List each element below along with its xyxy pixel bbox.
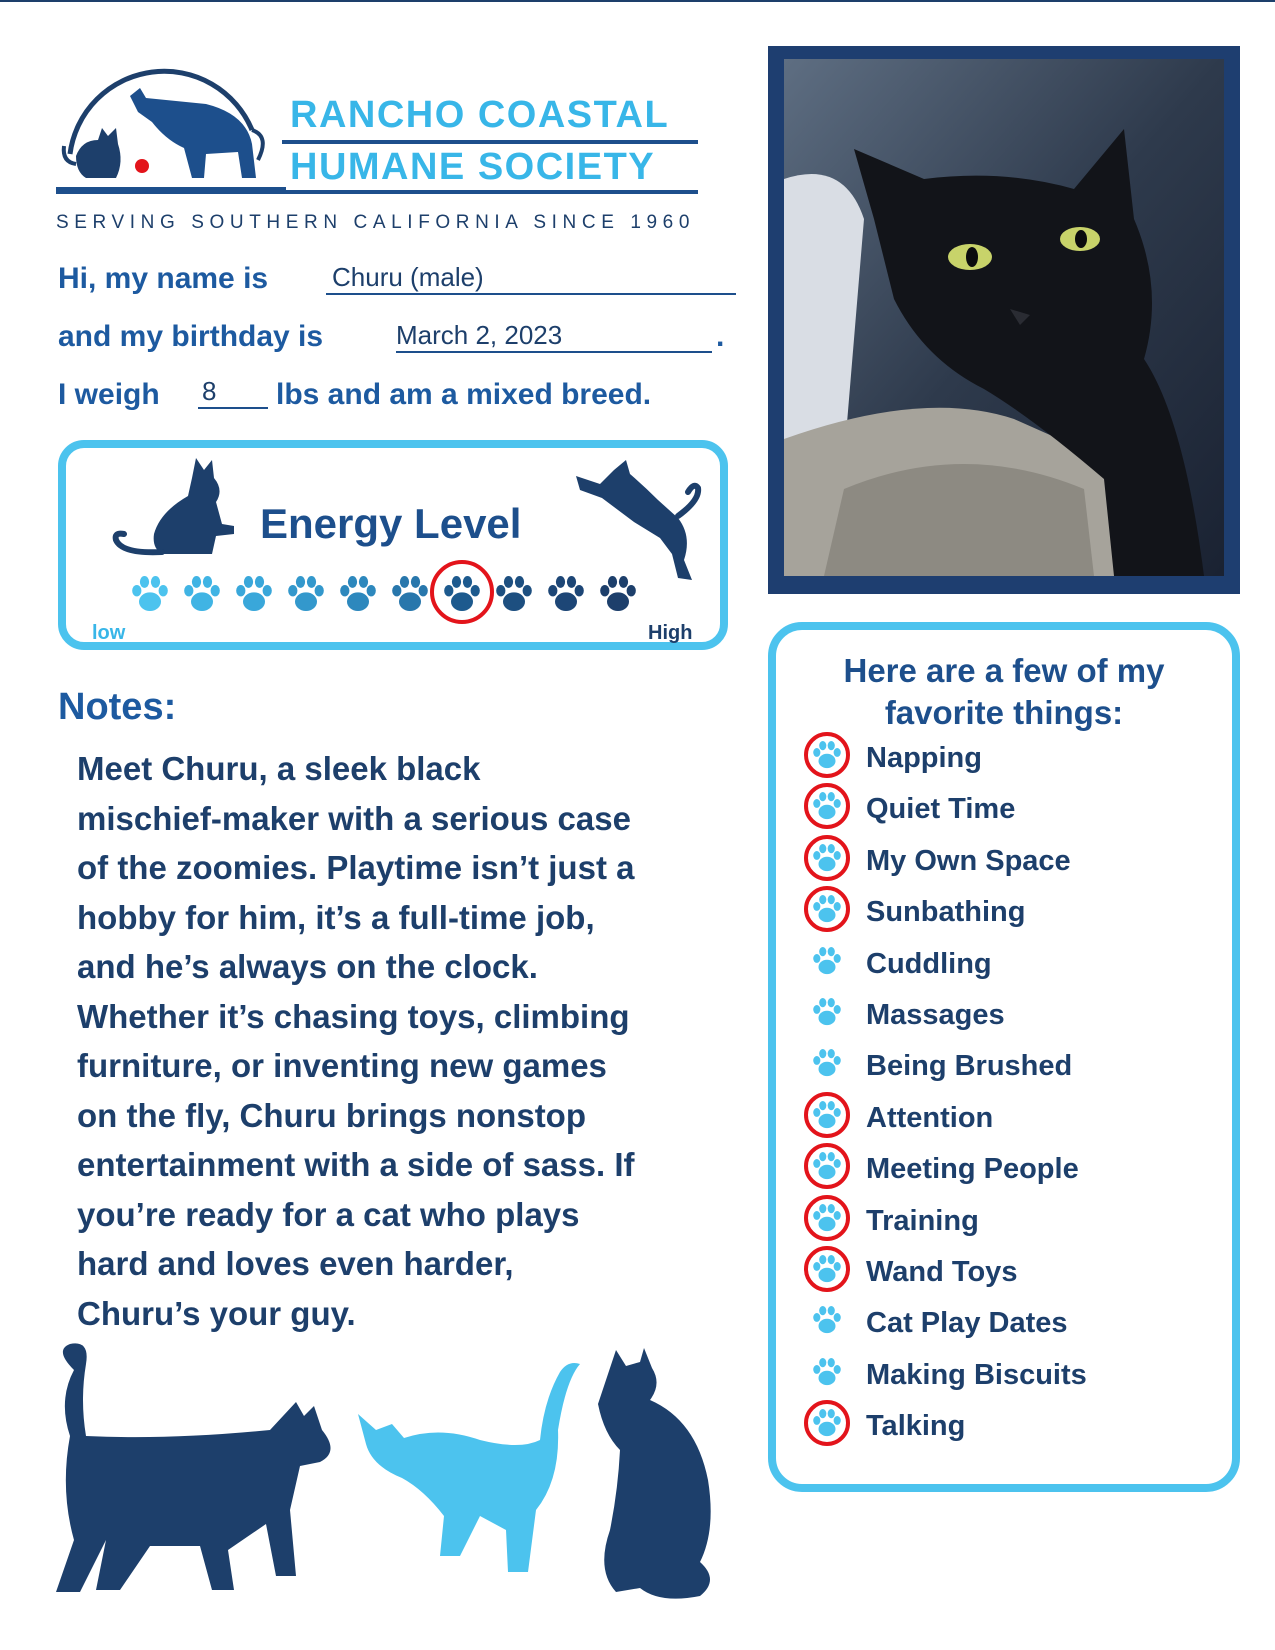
energy-selected-circle xyxy=(430,560,494,624)
notes-line: on the fly, Churu brings nonstop xyxy=(77,1096,587,1134)
paw-icon xyxy=(806,942,850,986)
paw-icon xyxy=(440,572,484,616)
favorite-item xyxy=(806,1147,1226,1187)
leaping-cat-icon xyxy=(574,456,714,586)
notes-line: hobby for him, it’s a full-time job, xyxy=(77,898,595,936)
notes-line: you’re ready for a cat who plays xyxy=(77,1195,580,1233)
favorite-item-label: Quiet Time xyxy=(866,793,1016,826)
weight-value: 8 xyxy=(198,376,268,409)
favorite-selected-circle xyxy=(804,1143,850,1189)
paw-icon xyxy=(806,1250,850,1294)
favorite-item xyxy=(806,1199,1226,1239)
notes-line: Meet Churu, a sleek black xyxy=(77,750,481,787)
favorite-selected-circle xyxy=(804,1246,850,1292)
energy-low-label: low xyxy=(92,622,126,644)
paw-icon xyxy=(806,890,850,934)
paw-icon xyxy=(180,572,224,616)
paw-icon xyxy=(806,1044,850,1088)
pet-photo xyxy=(768,46,1240,594)
paw-icon xyxy=(284,572,328,616)
favorite-item xyxy=(806,1250,1226,1290)
paw-icon xyxy=(806,1147,850,1191)
favorite-item-label: Training xyxy=(866,1204,979,1237)
favorite-item-label: Being Brushed xyxy=(866,1050,1073,1083)
dog-cat-logo-icon xyxy=(56,44,286,194)
logo-baseline xyxy=(56,190,698,194)
favorite-item-label: Attention xyxy=(866,1101,994,1134)
favorite-item xyxy=(806,736,1226,776)
paw-icon xyxy=(336,572,380,616)
energy-high-label: High xyxy=(648,622,693,644)
name-value: Churu (male) xyxy=(326,262,736,295)
favorites-title-line2: favorite things: xyxy=(884,694,1124,731)
favorite-selected-circle xyxy=(804,1195,850,1241)
favorite-item-label: Cat Play Dates xyxy=(866,1307,1068,1340)
notes-line: mischief-maker with a serious case xyxy=(77,799,631,837)
org-tagline: SERVING SOUTHERN CALIFORNIA SINCE 1960 xyxy=(56,212,696,233)
paw-icon xyxy=(596,572,640,616)
paw-icon xyxy=(492,572,536,616)
favorite-item-label: My Own Space xyxy=(866,844,1071,877)
paw-icon xyxy=(806,1096,850,1140)
org-name-line2: HUMANE SOCIETY xyxy=(290,146,656,188)
name-prefix: Hi, my name is xyxy=(58,262,269,295)
paw-icon xyxy=(806,787,850,831)
paw-icon xyxy=(806,1404,850,1448)
birthday-value: March 2, 2023 xyxy=(396,320,712,353)
favorite-selected-circle xyxy=(804,732,850,778)
favorite-item xyxy=(806,993,1226,1033)
org-logo xyxy=(56,44,736,244)
notes-line: and he’s always on the clock. xyxy=(77,948,538,985)
paw-icon xyxy=(544,572,588,616)
notes-line: of the zoomies. Playtime isn’t just a xyxy=(77,849,635,886)
favorite-item-label: Massages xyxy=(866,999,1005,1031)
logo-divider xyxy=(282,140,698,144)
paw-icon xyxy=(128,572,172,616)
favorite-item xyxy=(806,1353,1226,1393)
favorite-selected-circle xyxy=(804,835,850,881)
birthday-line xyxy=(58,320,323,354)
favorite-item-label: Cuddling xyxy=(866,947,992,980)
favorite-item xyxy=(806,839,1226,879)
favorite-item-label: Meeting People xyxy=(866,1153,1079,1186)
notes-body xyxy=(77,744,737,1338)
notes-line: furniture, or inventing new games xyxy=(77,1047,607,1084)
paw-icon xyxy=(388,572,432,616)
favorite-item xyxy=(806,787,1226,827)
notes-line: entertainment with a side of sass. If xyxy=(77,1146,635,1183)
favorites-title xyxy=(768,650,1240,734)
favorite-item xyxy=(806,1096,1226,1136)
favorite-item xyxy=(806,942,1226,982)
favorite-item-label: Sunbathing xyxy=(866,896,1026,929)
paw-icon xyxy=(806,993,850,1037)
favorite-selected-circle xyxy=(804,886,850,932)
cat-silhouettes-decoration xyxy=(20,1340,740,1640)
sitting-cat-icon xyxy=(112,456,242,556)
favorite-item xyxy=(806,890,1226,930)
notes-line: hard and loves even harder, xyxy=(77,1245,514,1282)
favorite-selected-circle xyxy=(804,1400,850,1446)
notes-line: Churu’s your guy. xyxy=(77,1294,356,1332)
weight-prefix: I weigh xyxy=(58,378,160,411)
notes-title: Notes: xyxy=(58,686,177,728)
favorite-item-label: Napping xyxy=(866,742,982,774)
name-line xyxy=(58,262,268,296)
favorite-selected-circle xyxy=(804,1092,850,1138)
favorite-item-label: Wand Toys xyxy=(866,1256,1018,1288)
weight-suffix: lbs and am a mixed breed. xyxy=(276,378,652,411)
favorite-item xyxy=(806,1301,1226,1341)
paw-icon xyxy=(232,572,276,616)
birthday-prefix: and my birthday is xyxy=(58,320,324,353)
top-border xyxy=(0,0,1275,2)
energy-title: Energy Level xyxy=(260,500,522,547)
paw-icon xyxy=(806,1353,850,1397)
org-name-line1: RANCHO COASTAL xyxy=(290,94,670,136)
favorite-item xyxy=(806,1044,1226,1084)
favorite-item xyxy=(806,1404,1226,1444)
black-cat-photo xyxy=(784,59,1224,576)
birthday-suffix: . xyxy=(716,320,725,353)
paw-icon xyxy=(806,736,850,780)
favorite-item-label: Talking xyxy=(866,1410,966,1443)
paw-icon xyxy=(806,1301,850,1345)
paw-icon xyxy=(806,839,850,883)
paw-icon xyxy=(806,1199,850,1243)
notes-line: Whether it’s chasing toys, climbing xyxy=(77,997,630,1035)
energy-paw-scale xyxy=(128,572,668,622)
favorites-title-line1: Here are a few of my xyxy=(843,652,1165,689)
favorite-item-label: Making Biscuits xyxy=(866,1358,1087,1391)
